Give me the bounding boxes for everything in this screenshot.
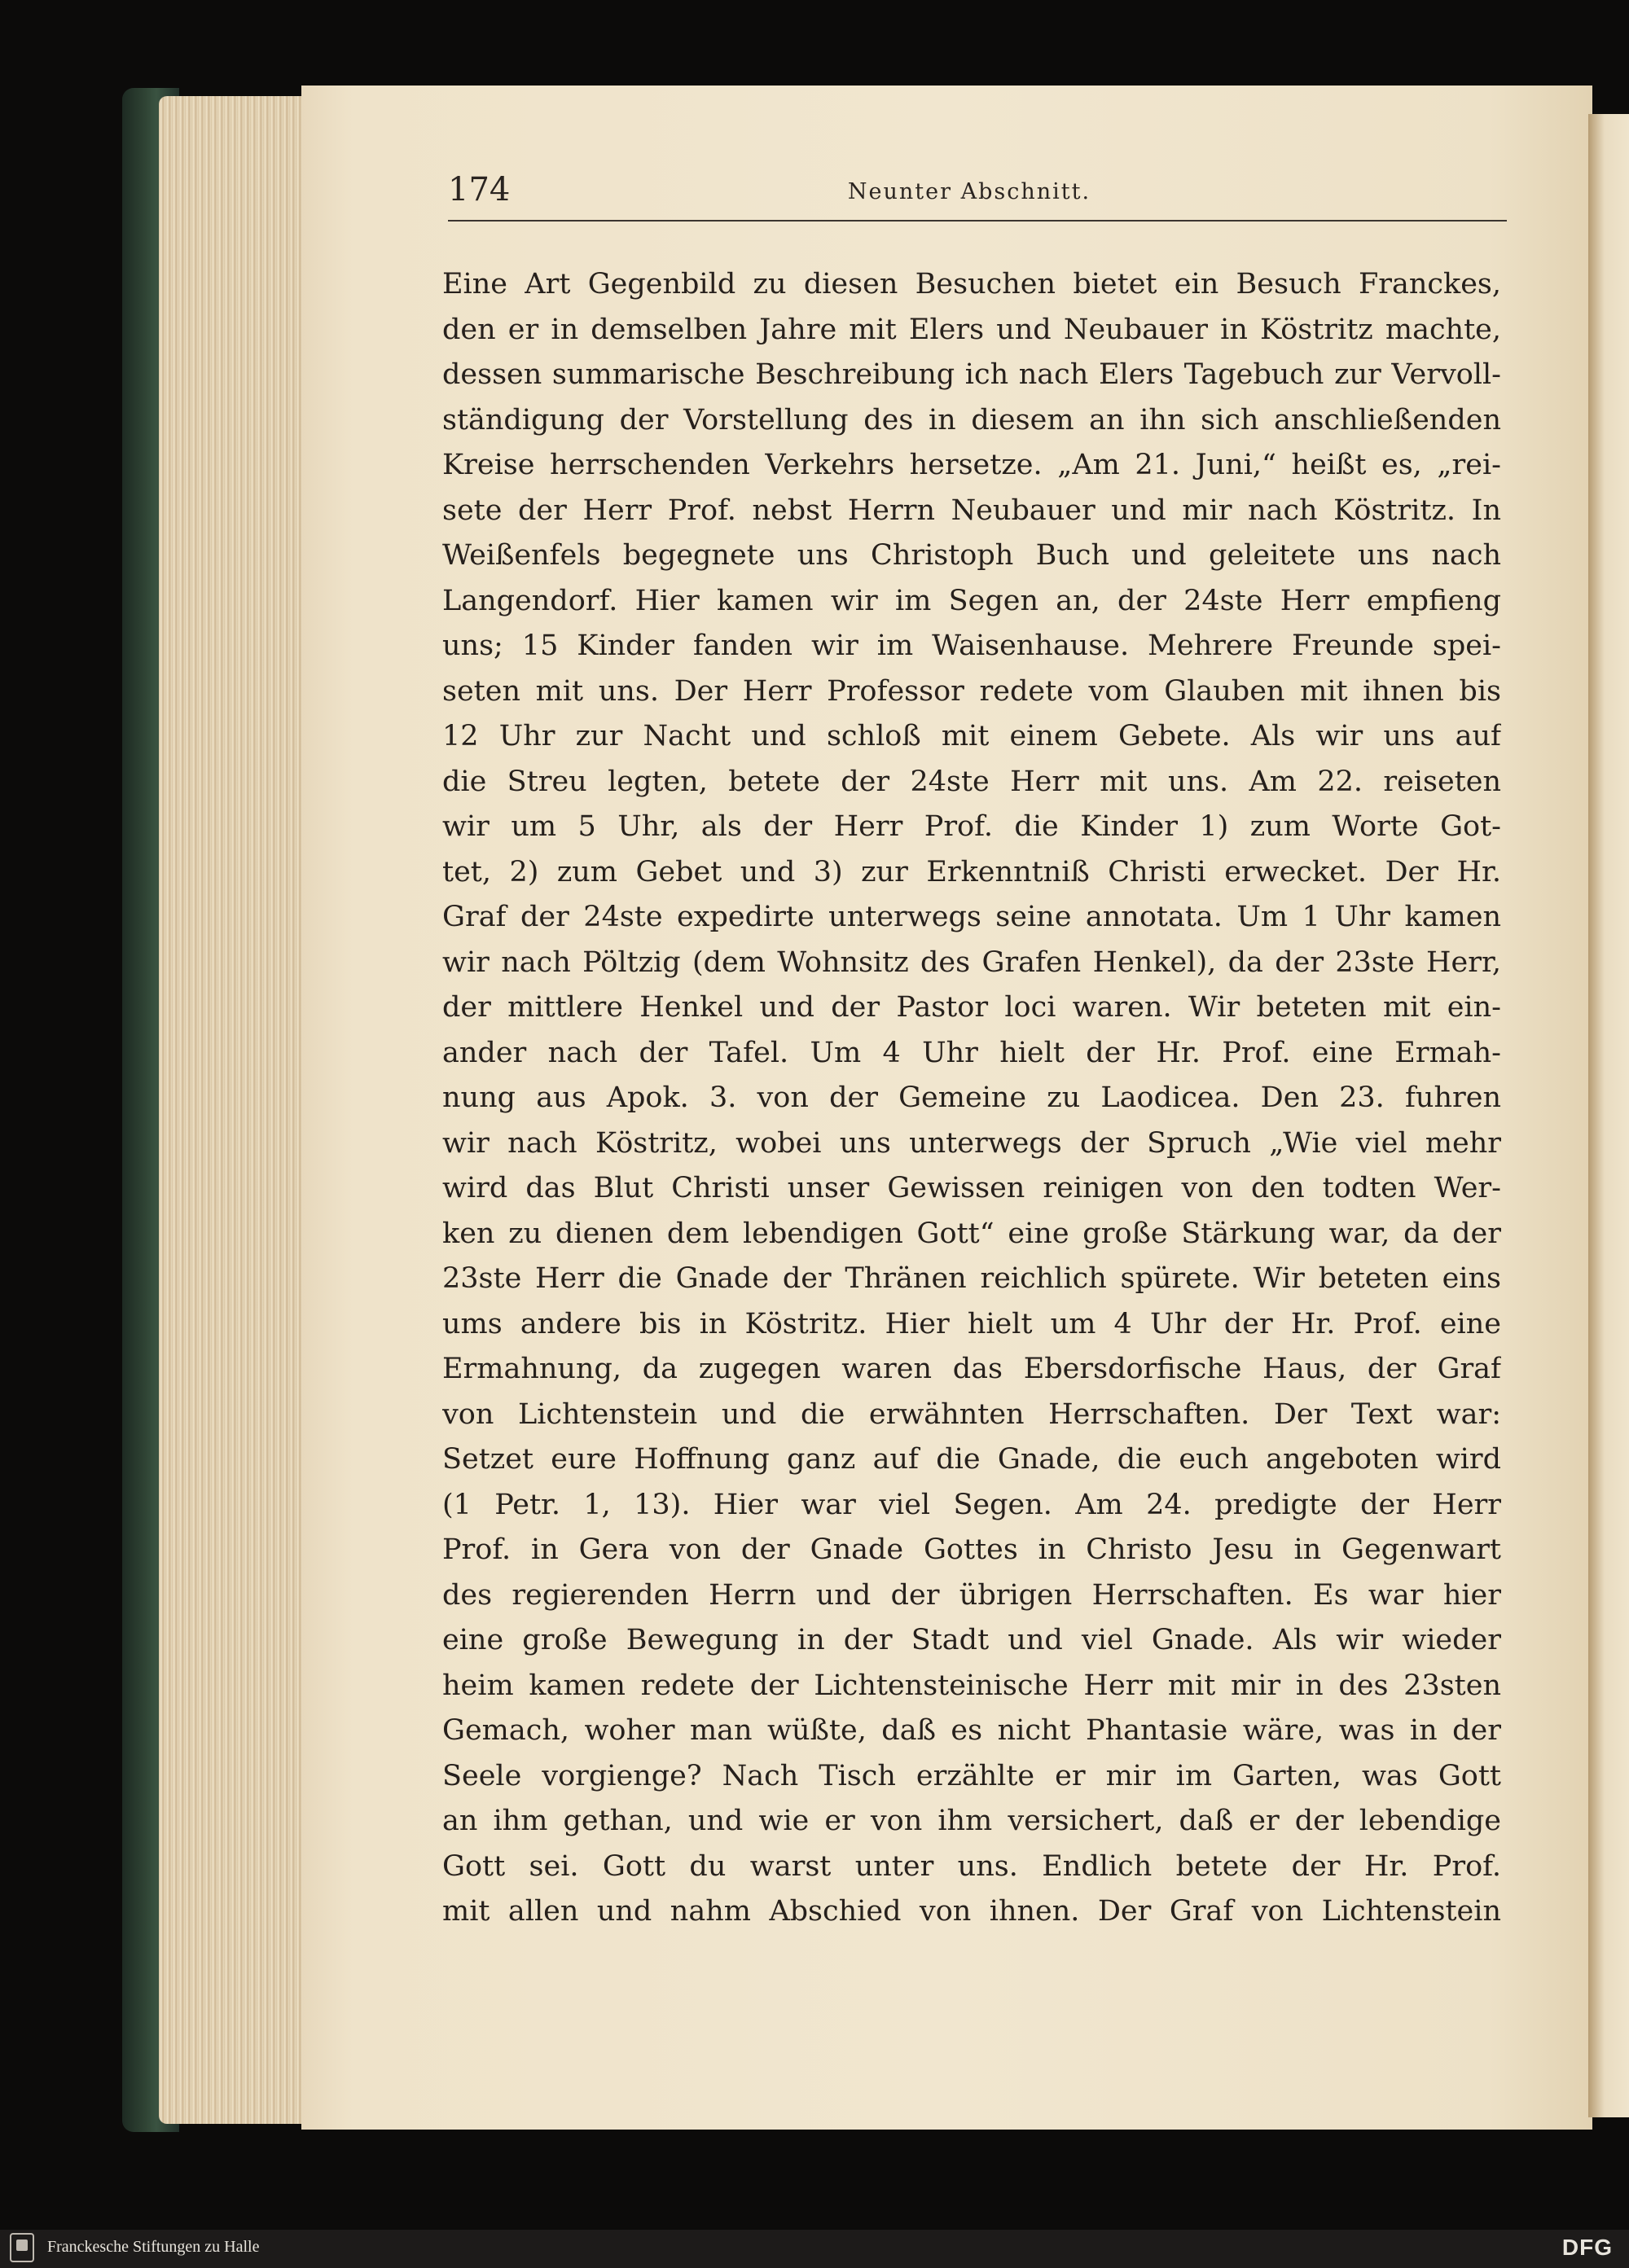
text-line: ken zu dienen dem lebendigen Gott“ eine große Stärkung war, da der <box>442 1217 1501 1250</box>
text-line: wird das Blut Christi unser Gewissen reinigen von den todten Wer- <box>442 1172 1501 1204</box>
text-line: die Streu legten, betete der 24ste Herr mit uns. Am 22. reiseten <box>442 765 1501 798</box>
text-line: Eine Art Gegenbild zu diesen Besuchen bietet ein Besuch Franckes, <box>442 268 1501 300</box>
text-line: Setzet eure Hoffnung ganz auf die Gnade, die euch angeboten wird <box>442 1443 1501 1476</box>
text-line: Weißenfels begegnete uns Christoph Buch und geleitete uns nach <box>442 539 1501 572</box>
text-line: Graf der 24ste expedirte unterwegs seine annotata. Um 1 Uhr kamen <box>442 901 1501 933</box>
text-line: uns; 15 Kinder fanden wir im Waisenhause. Mehrere Freunde spei- <box>442 630 1501 662</box>
text-line: heim kamen redete der Lichtensteinische Herr mit mir in des 23sten <box>442 1669 1501 1702</box>
text-line: ander nach der Tafel. Um 4 Uhr hielt der Hr. Prof. eine Ermah- <box>442 1036 1501 1069</box>
text-line: Gemach, woher man wüßte, daß es nicht Phantasie wäre, was in der <box>442 1714 1501 1747</box>
text-line: 12 Uhr zur Nacht und schloß mit einem Gebete. Als wir uns auf <box>442 720 1501 752</box>
text-line: wir nach Köstritz, wobei uns unterwegs der Spruch „Wie viel mehr <box>442 1126 1501 1160</box>
page-number: 174 <box>448 171 511 208</box>
text-line: mit allen und nahm Abschied von ihnen. Der Graf von Lichtenstein <box>442 1895 1501 1928</box>
text-line: 23ste Herr die Gnade der Thränen reichlich spürete. Wir beteten eins <box>442 1262 1501 1295</box>
text-line: wir um 5 Uhr, als der Herr Prof. die Kinder 1) zum Worte Got- <box>442 810 1501 843</box>
text-line: Ermahnung, da zugegen waren das Ebersdorfische Haus, der Graf <box>442 1353 1501 1385</box>
institution-name: Franckesche Stiftungen zu Halle <box>47 2238 260 2256</box>
institution-logo-icon <box>10 2233 34 2262</box>
text-line: den er in demselben Jahre mit Elers und Neubauer in Köstritz machte, <box>442 313 1501 346</box>
text-line: (1 Petr. 1, 13). Hier war viel Segen. Am 24. predigte der Herr <box>442 1488 1501 1521</box>
text-line: von Lichtenstein und die erwähnten Herrschaften. Der Text war: <box>442 1397 1501 1431</box>
text-line: ums andere bis in Köstritz. Hier hielt um 4 Uhr der Hr. Prof. eine <box>442 1307 1501 1340</box>
text-line: dessen summarische Beschreibung ich nach Elers Tagebuch zur Vervoll- <box>442 358 1501 391</box>
text-line: Kreise herrschenden Verkehrs hersetze. „Am 21. Juni,“ heißt es, „rei- <box>442 449 1501 481</box>
text-line: der mittlere Henkel und der Pastor loci waren. Wir beteten mit ein- <box>442 991 1501 1024</box>
text-line: Seele vorgienge? Nach Tisch erzählte er mir im Garten, was Gott <box>442 1759 1501 1792</box>
text-line: an ihm gethan, und wie er von ihm versichert, daß er der lebendige <box>442 1805 1501 1837</box>
text-line: tet, 2) zum Gebet und 3) zur Erkenntniß Christi erwecket. Der Hr. <box>442 855 1501 888</box>
text-line: wir nach Pöltzig (dem Wohnsitz des Grafen Henkel), da der 23ste Herr, <box>442 945 1501 979</box>
text-line: Gott sei. Gott du warst unter uns. Endlich betete der Hr. Prof. <box>442 1849 1501 1883</box>
body-text <box>442 262 1501 1935</box>
text-line: ständigung der Vorstellung des in diesem an ihn sich anschließenden <box>442 403 1501 436</box>
text-line: Prof. in Gera von der Gnade Gottes in Christo Jesu in Gegenwart <box>442 1533 1501 1566</box>
next-page-edge <box>1588 114 1629 2117</box>
text-line: Langendorf. Hier kamen wir im Segen an, der 24ste Herr empfieng <box>442 584 1501 617</box>
funder-logo: DFG <box>1561 2235 1613 2260</box>
page-header <box>448 171 1507 222</box>
footer-bar <box>0 2230 1629 2268</box>
text-line: des regierenden Herrn und der übrigen Herrschaften. Es war hier <box>442 1578 1501 1612</box>
text-line: seten mit uns. Der Herr Professor redete vom Glauben mit ihnen bis <box>442 674 1501 708</box>
text-line: nung aus Apok. 3. von der Gemeine zu Laodicea. Den 23. fuhren <box>442 1081 1501 1114</box>
text-line: eine große Bewegung in der Stadt und viel Gnade. Als wir wieder <box>442 1624 1501 1656</box>
text-line: sete der Herr Prof. nebst Herrn Neubauer und mir nach Köstritz. In <box>442 494 1501 527</box>
running-head: Neunter Abschnitt. <box>847 179 1091 204</box>
page-edges <box>159 96 314 2124</box>
